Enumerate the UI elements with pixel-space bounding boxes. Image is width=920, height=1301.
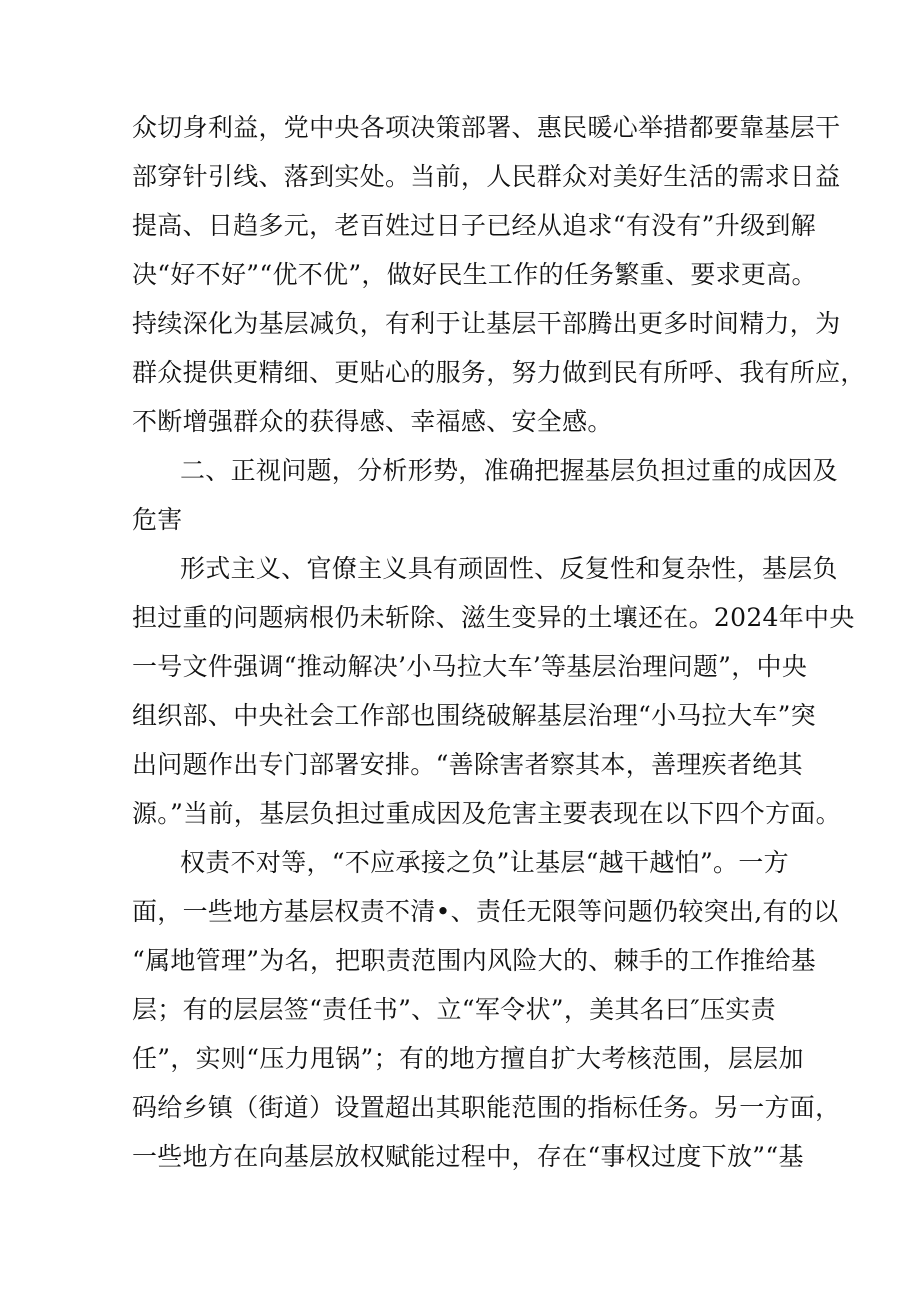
text-line: 众切身利益，党中央各项决策部署、惠民暖心举措都要靠基层干 (132, 113, 841, 142)
text-line: 权责不对等，“不应承接之负”让基层“越干越怕”。一方 (180, 848, 789, 877)
text-line: 持续深化为基层减负，有利于让基层干部腾出更多时间精力，为 (132, 309, 841, 338)
text-line: 决“好不好”“优不优”，做好民生工作的任务繁重、要求更高。 (132, 260, 817, 289)
text-line: 一号文件强调“推动解决’小马拉大车’等基层治理问题”，中央 (132, 652, 808, 681)
text-line: 出问题作出专门部署安排。“善除害者察其本，善理疾者绝其 (132, 750, 803, 779)
text-line: 源。”当前，基层负担过重成因及危害主要表现在以下四个方面。 (132, 799, 841, 828)
text-line: 一些地方在向基层放权赋能过程中，存在“事权过度下放”“基 (132, 1142, 804, 1171)
text-line: 提高、日趋多元，老百姓过日子已经从追求“有没有”升级到解 (132, 211, 816, 240)
text-line: 面，一些地方基层权责不清•、责任无限等问题仍较突出,有的以 (132, 897, 839, 926)
text-line: 部穿针引线、落到实处。当前，人民群众对美好生活的需求日益 (132, 162, 841, 191)
text-line: 任”，实则“压力甩锅”；有的地方擅自扩大考核范围，层层加 (132, 1044, 804, 1073)
text-line: 形式主义、官僚主义具有顽固性、反复性和复杂性，基层负 (180, 554, 838, 583)
heading-line: 危害 (132, 505, 183, 534)
text-line: 码给乡镇（街道）设置超出其职能范围的指标任务。另一方面， (132, 1093, 841, 1122)
text-line: 层；有的层层签“责任书”、立“军令状”，美其名曰″压实责 (132, 995, 776, 1024)
text-line: 担过重的问题病根仍未斩除、滋生变异的土壤还在。2024年中央 (132, 603, 855, 632)
text-line: 群众提供更精细、更贴心的服务，努力做到民有所呼、我有所应， (132, 358, 866, 387)
text-line: 不断增强群众的获得感、幸福感、安全感。 (132, 407, 613, 436)
text-line: 组织部、中央社会工作部也围绕破解基层治理“小马拉大车”突 (132, 701, 816, 730)
heading-line: 二、正视问题，分析形势，准确把握基层负担过重的成因及 (180, 456, 838, 485)
text-line: “属地管理”为名，把职责范围内风险大的、棘手的工作推给基 (132, 946, 816, 975)
